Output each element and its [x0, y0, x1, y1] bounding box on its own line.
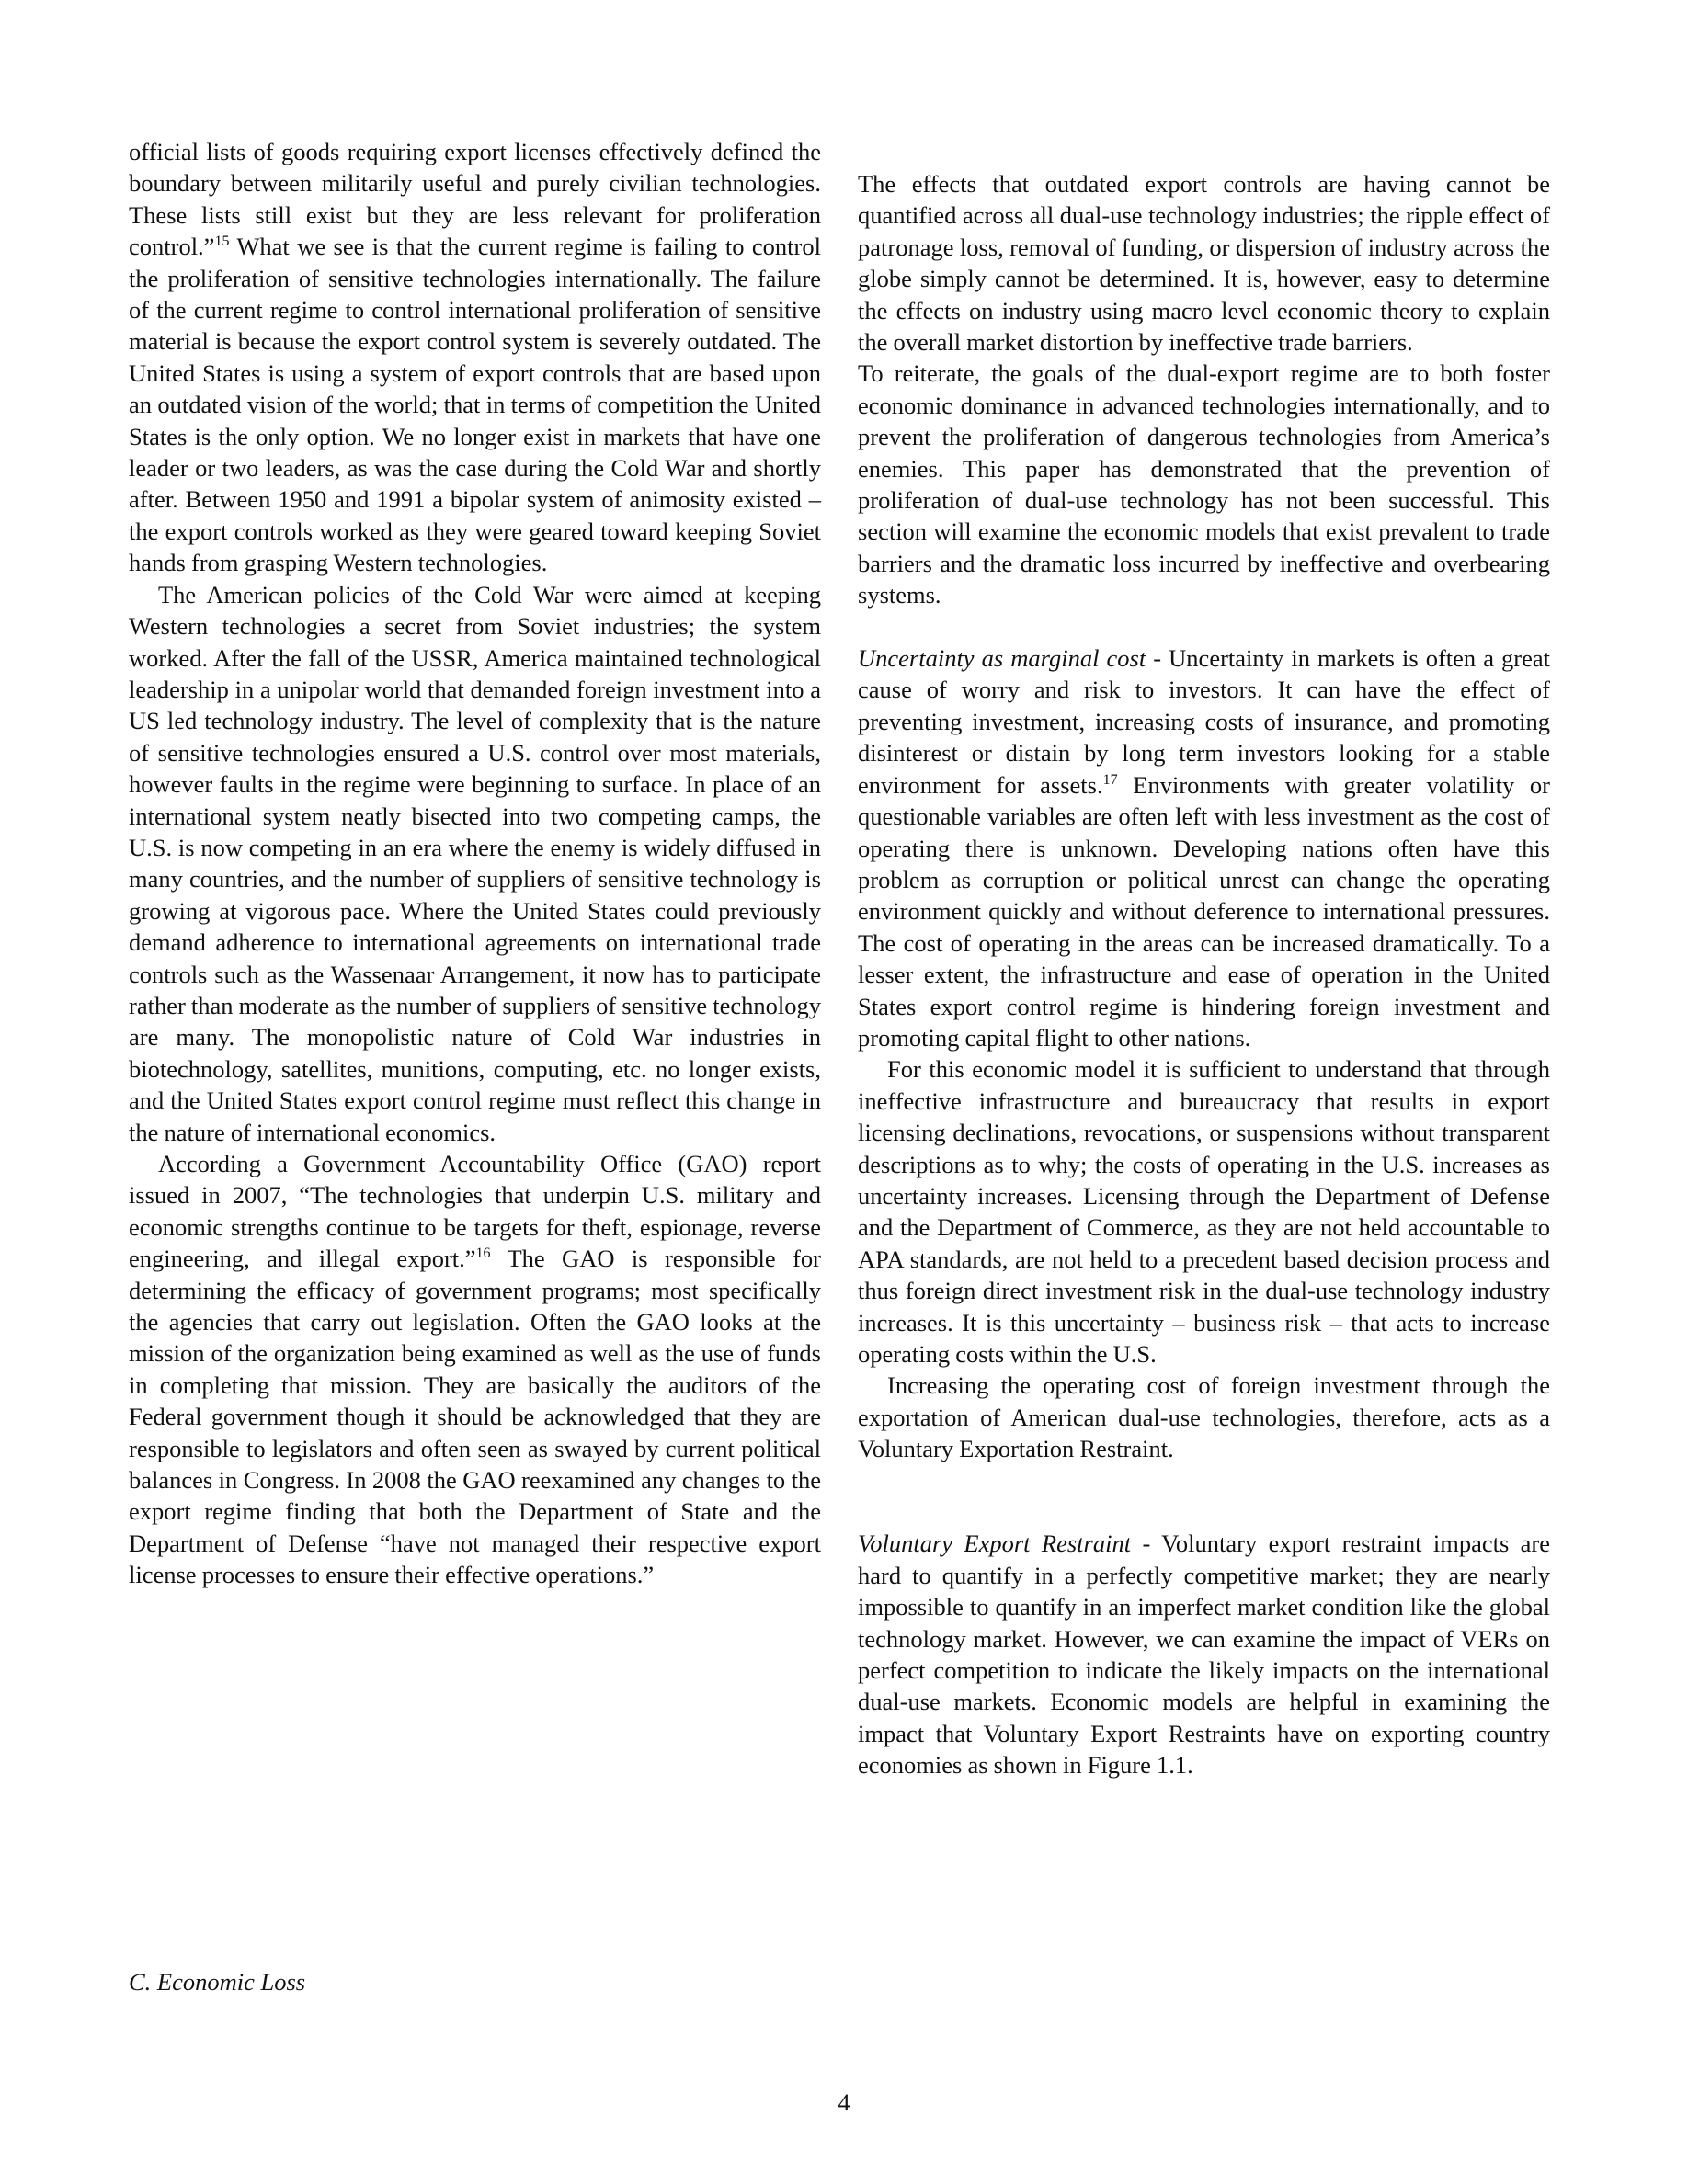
right-p3-text-a: - Uncertainty in markets is often a great cause of worry and risk to investors. It can have the effect of preventing investment, increasing costs of insurance, and promoting disinterest or distain by long term investors looking for a stable environment for assets. — [858, 644, 1550, 799]
left-paragraph-2: The American policies of the Cold War were aimed at keeping Western technologies a secret from Soviet industries; the system worked. After the fall of the USSR, America maintained technological leadership in a unipolar world that demanded foreign investment into a US led technology industry. The level of complexity that is the nature of sensitive technologies ensured a U.S. control over most materials, however faults in the regime were beginning to surface. In place of an international system neatly bisected into two competing camps, the U.S. is now competing in an era where the enemy is widely diffused in many countries, and the number of suppliers of sensitive technology is growing at vigorous pace. Where the United States could previously demand adherence to international agreements on international trade controls such as the Wassenaar Arrangement, it now has to participate rather than moderate as the number of suppliers of sensitive technology are many. The monopolistic nature of Cold War industries in biotechnology, satellites, munitions, computing, etc. no longer exists, and the United States export control regime must reflect this change in the nature of international economics. — [129, 580, 821, 1146]
section-heading-economic-loss: C. Economic Loss — [129, 1968, 306, 1996]
right-paragraph-uncertainty — [858, 643, 1550, 1053]
left-p3-text-a: According a Government Accountability Office (GAO) report issued in 2007, “The technologies that underpin U.S. military and economic strengths continue to be targets for theft, espionage, reverse engineering, and illegal export.” — [129, 1150, 821, 1273]
left-p1-text-a: official lists of goods requiring export licenses effectively defined the boundary between militarily useful and purely civilian technologies. These lists still exist but they are less relevant for proliferation control.” — [129, 138, 821, 261]
left-p1-text-b: What we see is that the current regime is failing to control the proliferation of sensitive technologies internationally. The failure of the current regime to control international proliferation of sensitive material is because the export control system is severely outdated. The United States is using a system of export controls that are based upon an outdated vision of the world; that in terms of competition the United States is the only option. We no longer exist in markets that have one leader or two leaders, as was the case during the Cold War and shortly after. Between 1950 and 1991 a bipolar system of animosity existed – the export controls worked as they were geared toward keeping Soviet hands from grasping Western technologies. — [129, 233, 821, 577]
left-column — [129, 136, 821, 1591]
left-p3-text-b: The GAO is responsible for determining the efficacy of government programs; most specifically the agencies that carry out legislation. Often the GAO looks at the mission of the organization being examined as well as the use of funds in completing that mission. They are basically the auditors of the Federal government though it should be acknowledged that they are responsible to legislators and often seen as swayed by current political balances in Congress. In 2008 the GAO reexamined any changes to the export regime finding that both the Department of State and the Department of Defense “have not managed their respective export license processes to ensure their effective operations.” — [129, 1245, 821, 1589]
run-in-heading-ver: Voluntary Export Restraint — [858, 1530, 1132, 1558]
right-column — [858, 168, 1550, 1781]
right-paragraph-1: The effects that outdated export controls are having cannot be quantified across all dual-use technology industries; the ripple effect of patronage loss, removal of funding, or dispersion of industry across the globe simply cannot be determined. It is, however, easy to determine the effects on industry using macro level economic theory to explain the overall market distortion by ineffective trade barriers. — [858, 170, 1550, 357]
right-paragraph-4: For this economic model it is sufficient to understand that through ineffective infrastructure and bureaucracy that results in export licensing declinations, revocations, or suspensions without transparent descriptions as to why; the costs of operating in the U.S. increases as uncertainty increases. Licensing through the Department of Defense and the Department of Commerce, as they are not held accountable to APA standards, are not held to a precedent based decision process and thus foreign direct investment risk in the dual-use technology industry increases. It is this uncertainty – business risk – that acts to increase operating costs within the U.S. — [858, 1055, 1550, 1369]
right-p3-text-b: Environments with greater volatility or questionable variables are often left with less investment as the cost of operating there is unknown. Developing nations often have this problem as corruption or political unrest can change the operating environment quickly and without deference to international pressures. The cost of operating in the areas can be increased dramatically. To a lesser extent, the infrastructure and ease of operation in the United States export control regime is hindering foreign investment and promoting capital flight to other nations. — [858, 770, 1550, 1052]
right-paragraph-ver — [858, 1528, 1550, 1780]
right-paragraph-5: Increasing the operating cost of foreign investment through the exportation of American dual-use technologies, therefore, acts as a Voluntary Exportation Restraint. — [858, 1371, 1550, 1463]
left-paragraph-3 — [129, 1148, 821, 1591]
run-in-heading-uncertainty: Uncertainty as marginal cost — [858, 644, 1146, 673]
right-p6-text-a: - Voluntary export restraint impacts are hard to quantify in a perfectly competitive market; they are nearly impossible to quantify in an imperfect market condition like the global technology market. However, we can examine the impact of VERs on perfect competition to indicate the likely impacts on the international dual-use markets. Economic models are helpful in examining the impact that Voluntary Export Restraints have on exporting country economies as shown in Figure 1.1. — [858, 1530, 1550, 1780]
footnote-ref-17[interactable]: 17 — [1102, 771, 1118, 788]
page-number: 4 — [838, 2088, 850, 2116]
footnote-ref-16[interactable]: 16 — [475, 1246, 491, 1262]
right-paragraph-2: To reiterate, the goals of the dual-export regime are to both foster economic dominance in advanced technologies internationally, and to prevent the proliferation of dangerous technologies from America’s enemies. This paper has demonstrated that the prevention of proliferation of dual-use technology has not been successful. This section will examine the economic models that exist prevalent to trade barriers and the dramatic loss incurred by ineffective and overbearing systems. — [858, 359, 1550, 609]
left-paragraph-1 — [129, 136, 821, 579]
footnote-ref-15[interactable]: 15 — [214, 233, 230, 250]
